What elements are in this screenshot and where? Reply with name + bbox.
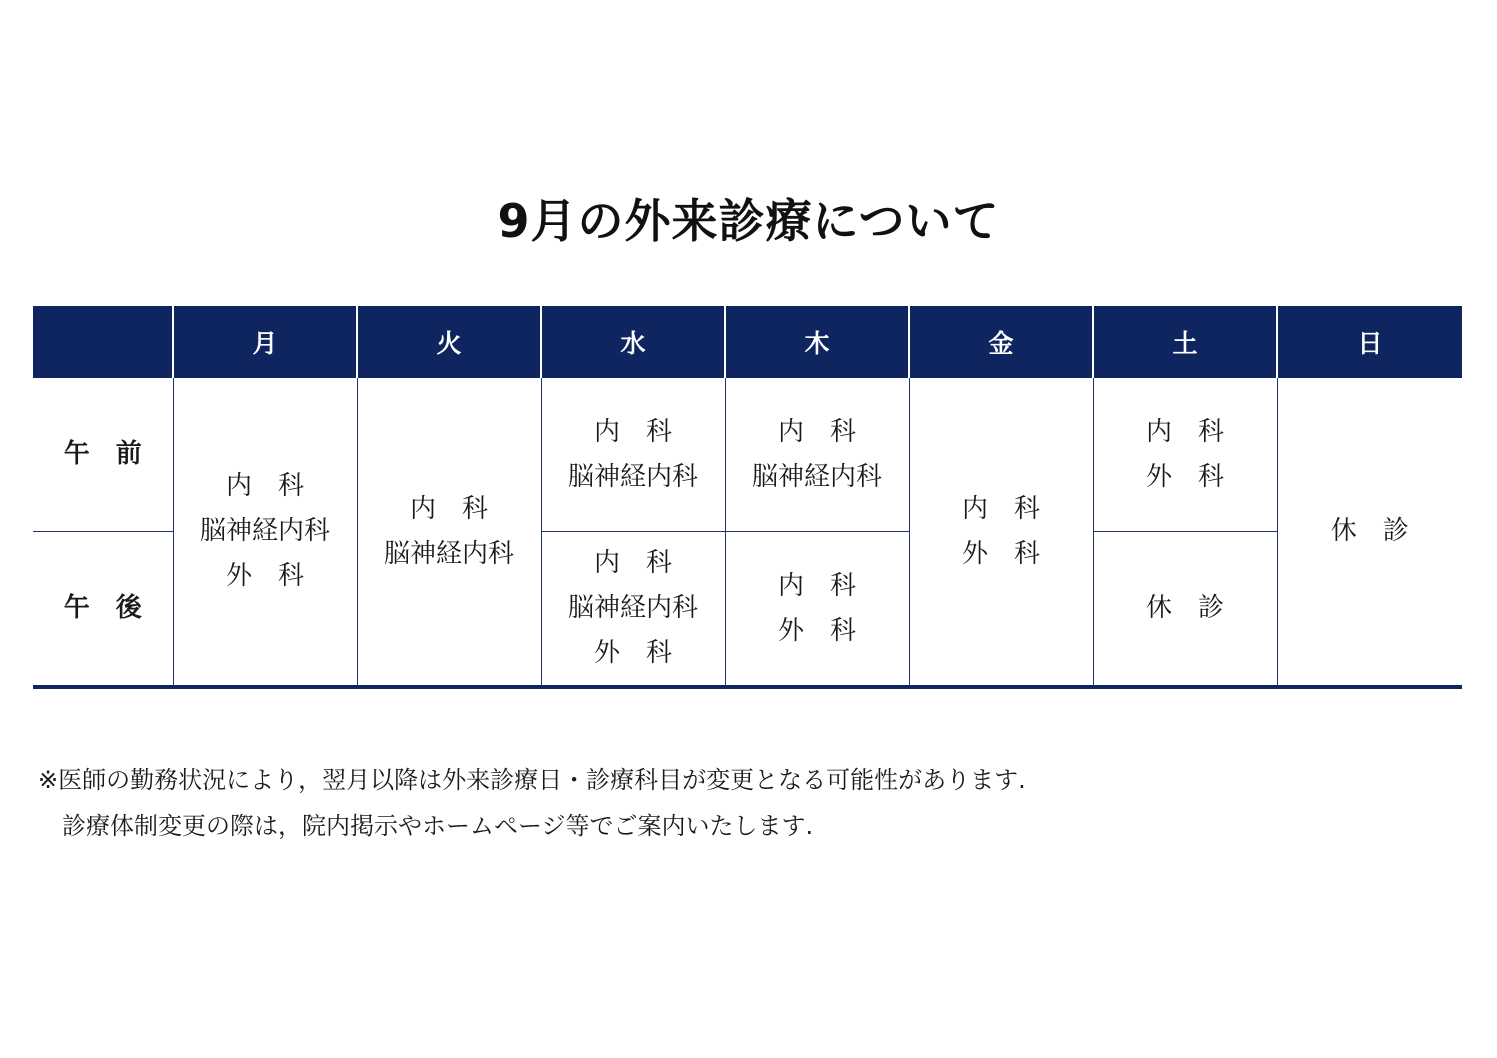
header-day-mon: 月 (173, 306, 357, 378)
header-day-tue: 火 (357, 306, 541, 378)
cell-mon: 内 科 脳神経内科 外 科 (173, 378, 357, 687)
header-row (33, 306, 1462, 378)
header-corner (33, 306, 173, 378)
header-day-fri: 金 (909, 306, 1093, 378)
header-day-sun: 日 (1277, 306, 1462, 378)
header-day-thu: 木 (725, 306, 909, 378)
schedule-table (33, 306, 1462, 689)
notice-line-1: ※医師の勤務状況により，翌月以降は外来診療日・診療科目が変更となる可能性があります. (38, 766, 1026, 794)
cell-sun: 休 診 (1277, 378, 1462, 687)
page-title: 9月の外来診療について (497, 194, 1000, 248)
cell-thu-pm: 内 科 外 科 (725, 532, 909, 688)
period-label-pm: 午 後 (63, 593, 142, 623)
cell-sat-am: 内 科 外 科 (1093, 378, 1277, 532)
cell-tue: 内 科 脳神経内科 (357, 378, 541, 687)
notice-text (38, 757, 1026, 849)
header-day-wed: 水 (541, 306, 725, 378)
table-row-am (33, 378, 1462, 532)
cell-fri: 内 科 外 科 (909, 378, 1093, 687)
cell-wed-pm: 内 科 脳神経内科 外 科 (541, 532, 725, 688)
notice-line-2: 診療体制変更の際は，院内掲示やホームページ等でご案内いたします. (38, 812, 814, 840)
cell-thu-am: 内 科 脳神経内科 (725, 378, 909, 532)
period-label-am: 午 前 (33, 378, 173, 532)
cell-sat-pm: 休 診 (1093, 532, 1277, 688)
header-day-sat: 土 (1093, 306, 1277, 378)
cell-wed-am: 内 科 脳神経内科 (541, 378, 725, 532)
